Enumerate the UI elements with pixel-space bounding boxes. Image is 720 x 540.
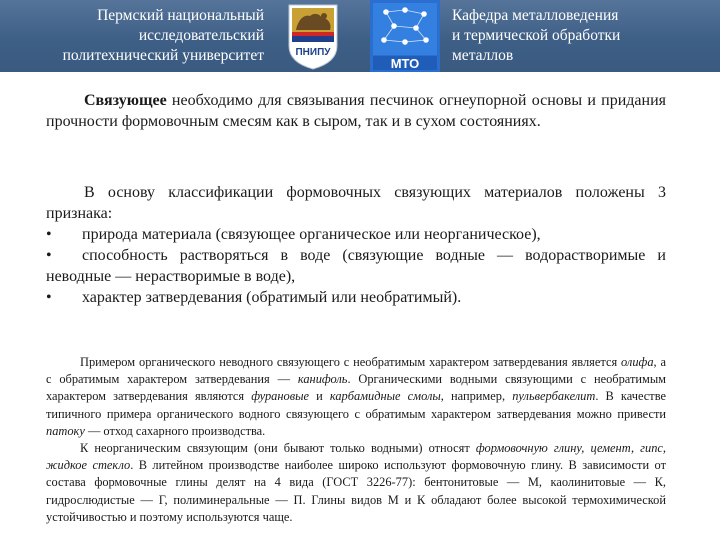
inorganic-examples-paragraph — [46, 440, 666, 526]
binder-definition — [46, 90, 666, 132]
mto-logo-icon — [370, 0, 440, 72]
text-span: и — [308, 389, 330, 404]
example-term: карбамидные смолы — [329, 389, 441, 404]
example-term: канифоль — [297, 372, 348, 387]
classification-item-hardening — [46, 287, 666, 308]
example-term: патоку — [46, 423, 85, 438]
text-span: , а с обратимым характером затвердевания — — [46, 355, 666, 387]
classification-item-text: способность растворяться в воде (связующие водные — водорастворимые и неводные — нерастворимые в воде), — [46, 247, 666, 285]
university-name — [0, 6, 272, 66]
bullet-icon: • — [46, 289, 52, 306]
example-term: формовочную глину, цемент, гипс, жидкое стекло — [46, 441, 666, 473]
text-span: . Органическими водными связующими с необратимым характером затвердевания являются — [46, 372, 667, 404]
organic-examples-paragraph — [46, 354, 666, 440]
university-name-line-3: политехнический университет — [62, 47, 264, 64]
pnipu-logo-text: ПНИПУ — [295, 47, 331, 58]
classification-item-text: характер затвердевания (обратимый или необратимый). — [82, 289, 462, 306]
example-term: фурановые — [251, 389, 309, 404]
bullet-icon: • — [46, 226, 52, 243]
text-span: , например, — [440, 389, 513, 404]
slide-header — [0, 0, 720, 72]
definition-text: необходимо для связывания песчинок огнеупорной основы и придания прочности формовочным смесям как в сыром, так и в сухом состояниях. — [46, 92, 666, 130]
university-name-line-2: исследовательский — [138, 27, 264, 44]
definition-paragraph — [46, 90, 666, 132]
classification-item-nature — [46, 224, 666, 245]
text-span: К неорганическим связующим (они бывают только водными) относят — [80, 441, 476, 456]
mto-logo-text: МТО — [390, 56, 420, 71]
classification-block — [46, 182, 666, 308]
example-term: пульвербакелит — [512, 389, 596, 404]
text-span: Примером органического неводного связующего с необратимым характером затвердевания является — [80, 355, 622, 369]
university-name-line-1: Пермский национальный — [97, 7, 264, 24]
classification-intro: В основу классификации формовочных связующих материалов положены 3 признака: — [46, 184, 666, 222]
department-name-line-2: и термической обработки — [452, 27, 621, 44]
term-binder: Связующее — [84, 92, 167, 109]
pnipu-logo-icon — [286, 2, 340, 70]
text-span: — отход сахарного производства. — [84, 423, 266, 438]
text-span: . В литейном производстве наиболее широко используют формовочную глину. В зависимости от состава формовочные глины делят на 4 вида (ГОСТ 3226-77): бентонитовые — М, каолинитовые — К, гидрослюдистые — Г, полиминеральные — П. Глины видов М и К обладают более высокой термохимической устойчивостью и поэтому используются чаще. — [46, 458, 666, 524]
department-name — [452, 6, 720, 66]
classification-item-text: природа материала (связующее органическое или неорганическое), — [82, 226, 541, 243]
department-name-line-3: металлов — [452, 47, 514, 64]
examples-block — [46, 354, 666, 526]
classification-item-solubility — [46, 245, 666, 287]
bullet-icon: • — [46, 247, 52, 264]
text-span: . В качестве типичного примера органического водного связующего с обратимым характером затвердевания можно привести — [46, 389, 666, 421]
department-name-line-1: Кафедра металловедения — [452, 7, 619, 24]
example-term: олифа — [621, 355, 654, 369]
